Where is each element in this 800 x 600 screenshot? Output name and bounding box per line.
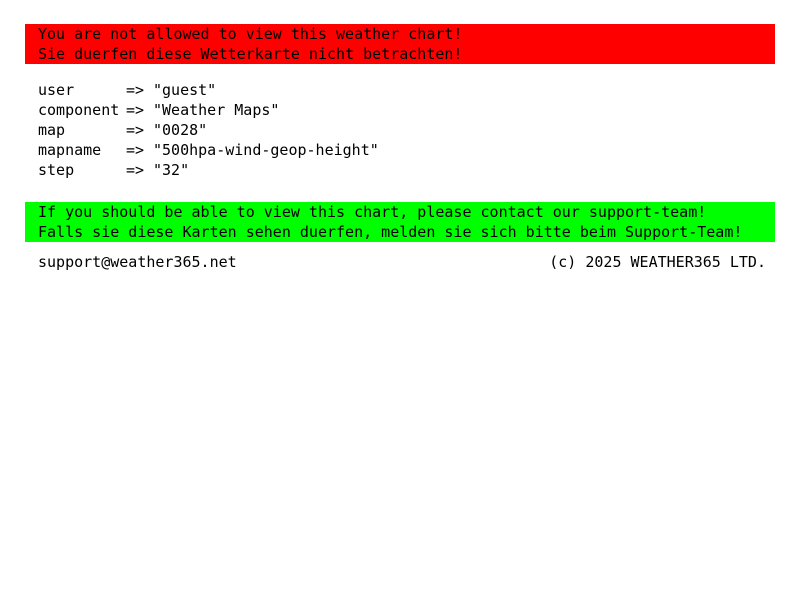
detail-value: "Weather Maps" — [153, 101, 280, 119]
detail-value: "guest" — [153, 81, 217, 99]
access-denied-message-en: You are not allowed to view this weather chart! — [38, 25, 463, 43]
detail-key: mapname — [38, 141, 102, 159]
detail-key: step — [38, 161, 75, 179]
detail-key: user — [38, 81, 75, 99]
detail-key: component — [38, 101, 120, 119]
arrow-glyph: => — [126, 141, 145, 159]
detail-row-step — [38, 160, 775, 180]
detail-row-map — [38, 120, 775, 140]
detail-value: "32" — [153, 161, 190, 179]
support-email: support@weather365.net — [38, 253, 237, 271]
arrow-glyph: => — [126, 101, 145, 119]
support-info-banner — [25, 202, 775, 242]
detail-row-component — [38, 100, 775, 120]
detail-row-mapname — [38, 140, 775, 160]
arrow-glyph: => — [126, 161, 145, 179]
request-details — [38, 80, 775, 180]
access-denied-banner — [25, 24, 775, 64]
detail-value: "500hpa-wind-geop-height" — [153, 141, 379, 159]
detail-key: map — [38, 121, 66, 139]
arrow-glyph: => — [126, 121, 145, 139]
detail-row-user — [38, 80, 775, 100]
arrow-glyph: => — [126, 81, 145, 99]
support-message-de: Falls sie diese Karten sehen duerfen, melden sie sich bitte beim Support-Team! — [38, 223, 743, 241]
copyright-notice: (c) 2025 WEATHER365 LTD. — [549, 253, 766, 271]
error-page — [0, 0, 800, 272]
support-message-en: If you should be able to view this chart, please contact our support-team! — [38, 203, 707, 221]
detail-value: "0028" — [153, 121, 208, 139]
access-denied-message-de: Sie duerfen diese Wetterkarte nicht betrachten! — [38, 45, 463, 63]
footer — [25, 252, 775, 272]
